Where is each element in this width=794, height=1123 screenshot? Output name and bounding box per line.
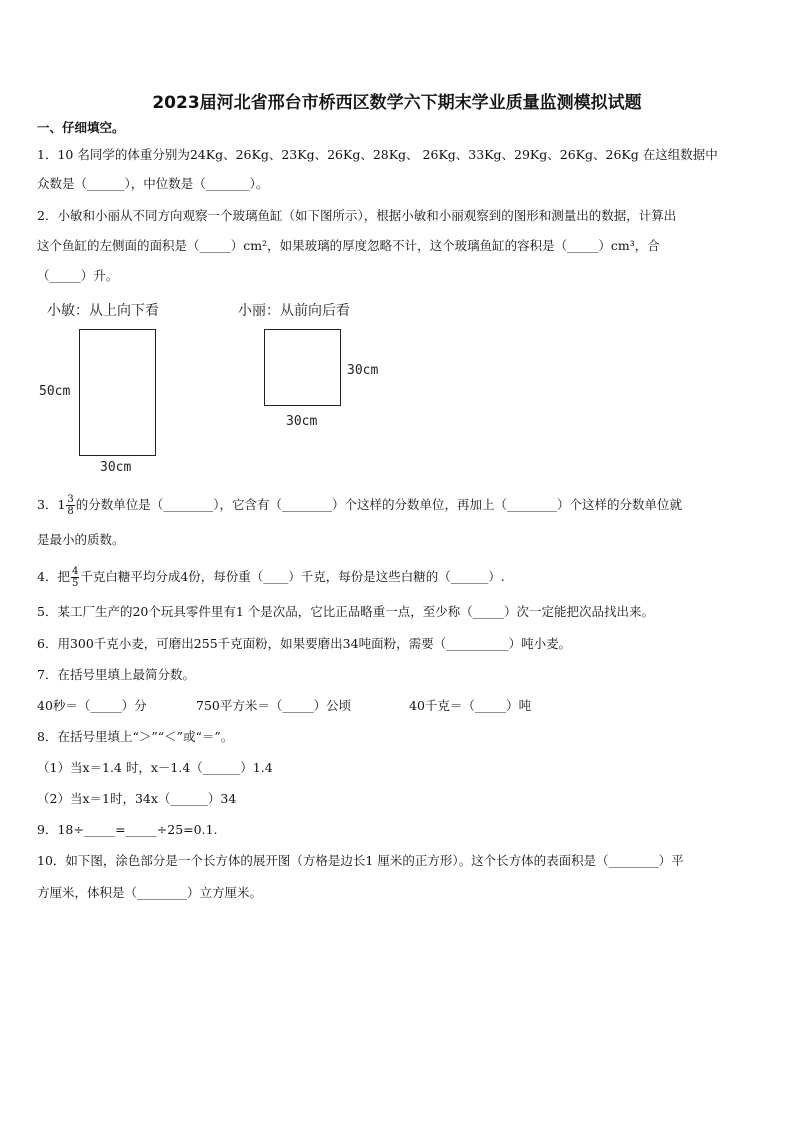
- top-view-height-label: 50cm: [39, 384, 71, 399]
- question-7-part-b: 750平方米＝（_____）公顷: [196, 698, 352, 713]
- front-view-height-label: 30cm: [347, 363, 379, 378]
- figure-caption-top-view: 小敏：从上向下看: [47, 303, 159, 319]
- front-view-square: [264, 329, 341, 406]
- question-7-part-a: 40秒＝（_____）分: [37, 698, 147, 713]
- question-3-line-1: [37, 494, 682, 517]
- front-view-width-label: 30cm: [286, 414, 318, 429]
- question-10-line-1: 10．如下图，涂色部分是一个长方体的展开图（方格是边长1 厘米的正方形）。这个长方体的表面积是（________）平: [37, 853, 684, 868]
- question-3-numerator: 3: [67, 494, 74, 505]
- question-8-stem: 8．在括号里填上“＞”“＜”或“＝”。: [37, 729, 234, 744]
- question-2-line-3: （_____）升。: [37, 268, 119, 283]
- question-9: 9．18÷_____=_____÷25=0.1.: [37, 822, 218, 837]
- question-5: 5．某工厂生产的20个玩具零件里有1 个是次品，它比正品略重一点，至少称（_____）次一定能把次品找出来。: [37, 604, 655, 619]
- figure-caption-front-view: 小丽：从前向后看: [238, 303, 350, 319]
- question-2-line-1: 2．小敏和小丽从不同方向观察一个玻璃鱼缸（如下图所示），根据小敏和小丽观察到的图形和测量出的数据，计算出: [37, 208, 677, 223]
- question-4-denominator: 5: [71, 578, 79, 589]
- question-3-whole: 1: [57, 497, 66, 512]
- question-3-prefix: 3．: [37, 497, 58, 512]
- question-4-prefix: 4．把: [37, 569, 70, 584]
- question-8-part-1: （1）当x＝1.4 时，x－1.4（______）1.4: [37, 760, 273, 775]
- question-7-part-c: 40千克＝（_____）吨: [409, 698, 532, 713]
- question-3-denominator: 8: [67, 506, 74, 517]
- page-title: 2023届河北省邢台市桥西区数学六下期末学业质量监测模拟试题: [152, 93, 642, 113]
- question-3-fraction: [66, 494, 74, 517]
- question-3-text: 的分数单位是（________），它含有（________）个这样的分数单位，再加上（________）个这样的分数单位就: [75, 497, 683, 512]
- section-heading: 一、仔细填空。: [37, 120, 125, 135]
- question-3-line-2: 是最小的质数。: [37, 532, 125, 547]
- question-1-line-1: 1．10 名同学的体重分别为24Kg、26Kg、23Kg、26Kg、28Kg、 26Kg、33Kg、29Kg、26Kg、26Kg 在这组数据中: [37, 147, 718, 162]
- question-2-line-2: 这个鱼缸的左侧面的面积是（_____）cm²，如果玻璃的厚度忽略不计，这个玻璃鱼缸的容积是（_____）cm³，合: [37, 238, 660, 253]
- question-4-fraction: [71, 566, 79, 589]
- question-7-stem: 7．在括号里填上最简分数。: [37, 667, 195, 682]
- top-view-rectangle: [79, 329, 156, 456]
- top-view-width-label: 30cm: [100, 460, 132, 475]
- question-4-text: 千克白糖平均分成4份，每份重（____）千克，每份是这些白糖的（______）.: [80, 569, 505, 584]
- question-6: 6．用300千克小麦，可磨出255千克面粉，如果要磨出34吨面粉，需要（__________）吨小麦。: [37, 636, 572, 651]
- question-1-line-2: 众数是（______），中位数是（_______）。: [37, 176, 269, 191]
- question-10-line-2: 方厘米，体积是（________）立方厘米。: [37, 885, 263, 900]
- question-8-part-2: （2）当x＝1时，34x（______）34: [37, 791, 237, 806]
- question-4-numerator: 4: [71, 566, 79, 577]
- question-4: [37, 566, 505, 589]
